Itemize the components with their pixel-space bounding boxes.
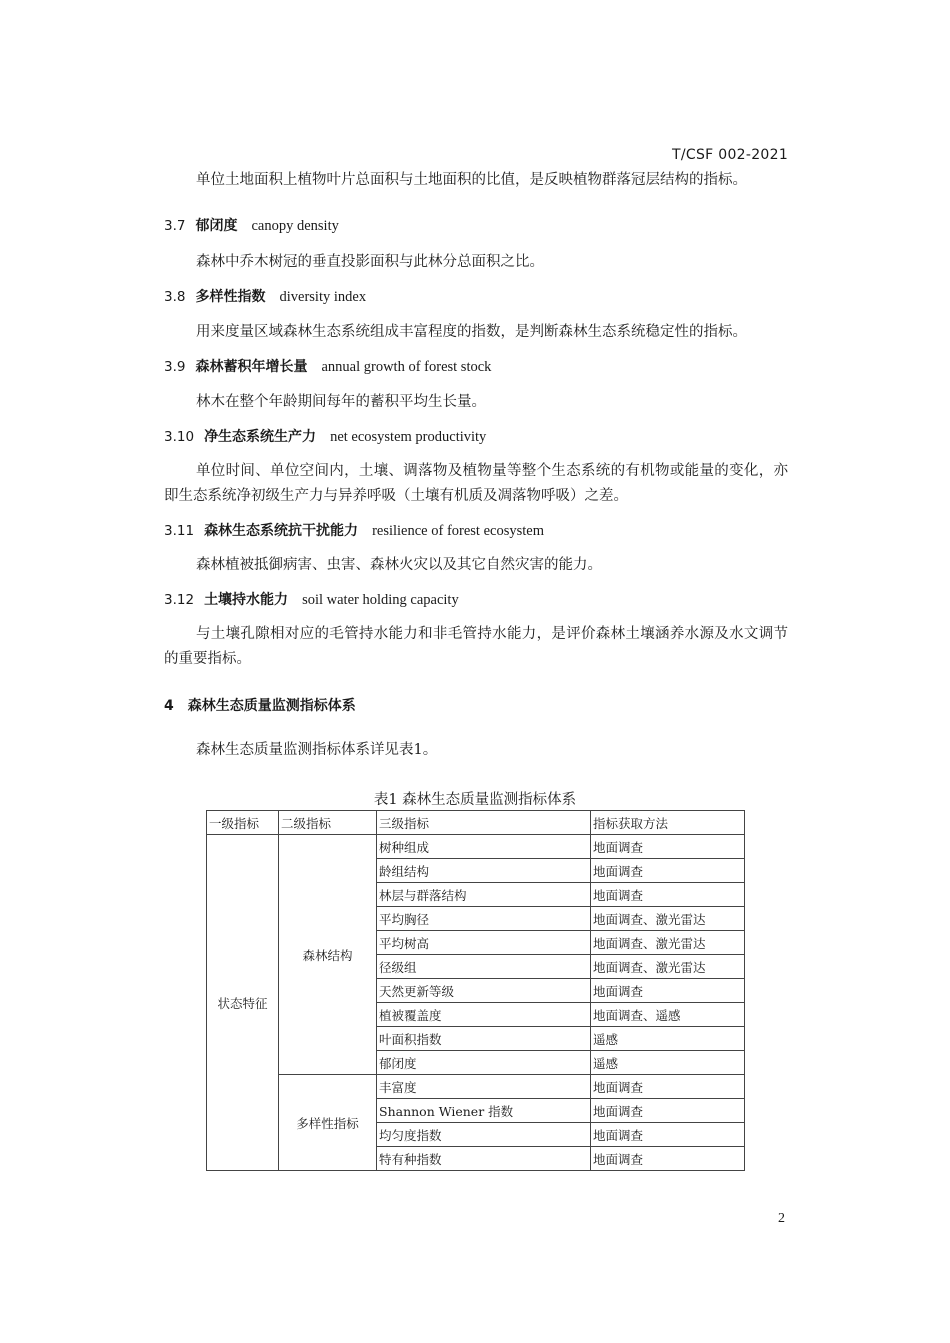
indicator-table [206,810,745,1171]
definition-3-7: 森林中乔木树冠的垂直投影面积与此林分总面积之比。 [196,254,544,270]
indicator-cell: 树种组成 [377,835,591,859]
method-cell: 遥感 [591,1051,745,1075]
method-cell: 地面调查 [591,859,745,883]
method-cell: 地面调查 [591,883,745,907]
indicator-cell: 植被覆盖度 [377,1003,591,1027]
method-cell: 遥感 [591,1027,745,1051]
indicator-cell: 平均树高 [377,931,591,955]
header-level1: 一级指标 [207,811,279,835]
section-number: 4 [164,698,174,714]
term-zh: 森林蓄积年增长量 [195,359,308,375]
indicator-cell: 平均胸径 [377,907,591,931]
term-zh: 土壤持水能力 [204,592,289,608]
indicator-cell: 特有种指数 [377,1147,591,1171]
term-3-7 [164,215,339,235]
term-3-12 [164,589,459,609]
term-zh: 郁闭度 [195,218,238,234]
section-4-intro: 森林生态质量监测指标体系详见表1。 [196,742,438,758]
term-3-10 [164,426,486,446]
indicator-cell: 郁闭度 [377,1051,591,1075]
method-cell: 地面调查、激光雷达 [591,931,745,955]
term-number: 3.7 [164,218,186,234]
method-cell: 地面调查 [591,835,745,859]
term-3-9 [164,356,491,376]
indicator-cell: 龄组结构 [377,859,591,883]
indicator-cell: 径级组 [377,955,591,979]
table-row [207,835,745,859]
term-3-8 [164,286,366,306]
definition-3-9: 林木在整个年龄期间每年的蓄积平均生长量。 [196,394,486,410]
method-cell: 地面调查、激光雷达 [591,907,745,931]
term-3-11 [164,520,544,540]
intro-paragraph: 单位土地面积上植物叶片总面积与土地面积的比值，是反映植物群落冠层结构的指标。 [196,172,747,188]
method-cell: 地面调查 [591,1099,745,1123]
indicator-cell: 叶面积指数 [377,1027,591,1051]
level2-cell: 森林结构 [279,835,377,1075]
definition-3-10: 单位时间、单位空间内，土壤、调落物及植物量等整个生态系统的有机物或能量的变化，亦即生态系统净初级生产力与异养呼吸（土壤有机质及凋落物呼吸）之差。 [164,463,788,504]
term-zh: 森林生态系统抗干扰能力 [204,523,359,539]
section-4-heading [164,695,356,715]
definition-3-8: 用来度量区域森林生态系统组成丰富程度的指数，是判断森林生态系统稳定性的指标。 [196,324,747,340]
definition-3-11: 森林植被抵御病害、虫害、森林火灾以及其它自然灾害的能力。 [196,557,602,573]
term-number: 3.10 [164,429,195,445]
method-cell: 地面调查、激光雷达 [591,955,745,979]
table-row [207,1075,745,1099]
page-number: 2 [778,1211,785,1226]
term-en: diversity index [279,289,367,305]
method-cell: 地面调查 [591,1147,745,1171]
header-method: 指标获取方法 [591,811,745,835]
standard-code: T/CSF 002-2021 [672,147,789,163]
section-title: 森林生态质量监测指标体系 [187,698,356,714]
method-cell: 地面调查 [591,1123,745,1147]
method-cell: 地面调查 [591,1075,745,1099]
indicator-cell: 丰富度 [377,1075,591,1099]
table-header-row [207,811,745,835]
method-cell: 地面调查 [591,979,745,1003]
level2-cell: 多样性指标 [279,1075,377,1171]
term-number: 3.8 [164,289,186,305]
indicator-cell: 均匀度指数 [377,1123,591,1147]
term-en: annual growth of forest stock [321,359,492,375]
term-en: canopy density [251,218,339,234]
method-cell: 地面调查、遥感 [591,1003,745,1027]
table-title: 表1 森林生态质量监测指标体系 [373,792,577,808]
term-number: 3.11 [164,523,195,539]
term-en: resilience of forest ecosystem [372,523,544,539]
level1-cell: 状态特征 [207,835,279,1171]
indicator-cell: 林层与群落结构 [377,883,591,907]
definition-3-12: 与土壤孔隙相对应的毛管持水能力和非毛管持水能力，是评价森林土壤涵养水源及水文调节的重要指标。 [164,626,788,667]
term-number: 3.12 [164,592,195,608]
term-zh: 多样性指数 [195,289,266,305]
term-number: 3.9 [164,359,186,375]
term-en: soil water holding capacity [302,592,459,608]
term-en: net ecosystem productivity [330,429,487,445]
term-zh: 净生态系统生产力 [204,429,317,445]
indicator-cell: 天然更新等级 [377,979,591,1003]
header-level3: 三级指标 [377,811,591,835]
indicator-cell: Shannon Wiener 指数 [377,1099,591,1123]
header-level2: 二级指标 [279,811,377,835]
